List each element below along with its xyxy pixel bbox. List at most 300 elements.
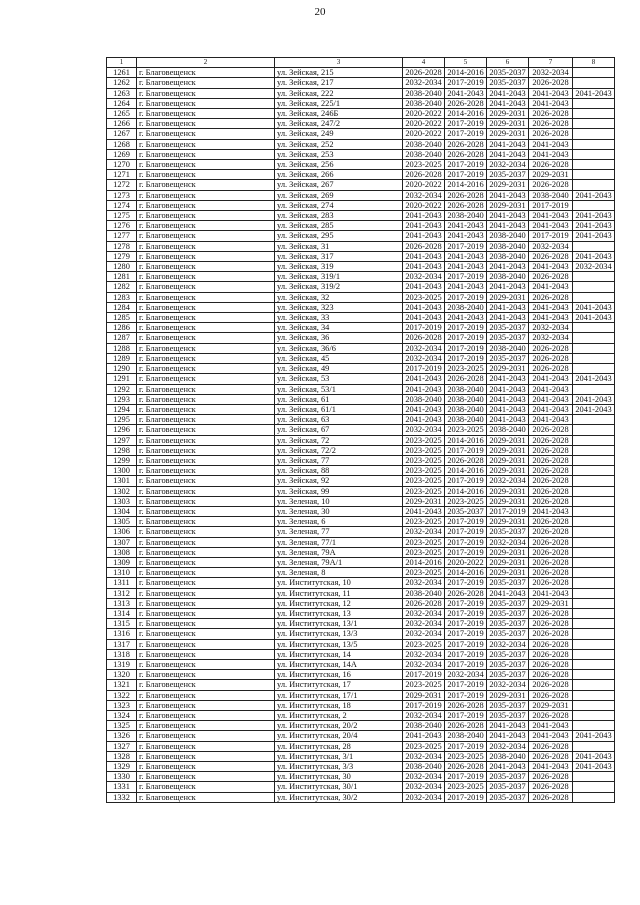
table-cell: 2026-2028 xyxy=(529,272,573,282)
table-cell xyxy=(573,160,615,170)
table-cell: 1305 xyxy=(107,517,137,527)
table-row xyxy=(107,557,615,567)
table-cell: 2041-2043 xyxy=(487,149,529,159)
table-row xyxy=(107,496,615,506)
table-row xyxy=(107,598,615,608)
table-cell: г. Благовещенск xyxy=(137,547,275,557)
table-cell: г. Благовещенск xyxy=(137,200,275,210)
table-cell: 2038-2040 xyxy=(445,384,487,394)
table-cell: 2026-2028 xyxy=(529,435,573,445)
table-cell: 2038-2040 xyxy=(403,394,445,404)
table-cell: 2026-2028 xyxy=(529,425,573,435)
table-cell: ул. Зейская, 319 xyxy=(275,262,403,272)
table-cell: 2041-2043 xyxy=(573,251,615,261)
table-cell xyxy=(573,466,615,476)
table-cell: ул. Институтская, 3/3 xyxy=(275,762,403,772)
table-cell: г. Благовещенск xyxy=(137,374,275,384)
table-cell: 2026-2028 xyxy=(529,629,573,639)
table-row xyxy=(107,68,615,78)
header-row xyxy=(107,58,615,68)
table-cell: 2014-2016 xyxy=(403,557,445,567)
table-cell: 2026-2028 xyxy=(403,241,445,251)
table-cell: г. Благовещенск xyxy=(137,649,275,659)
table-cell: г. Благовещенск xyxy=(137,751,275,761)
table-cell: 2035-2037 xyxy=(487,711,529,721)
table-cell: 2041-2043 xyxy=(403,415,445,425)
table-cell xyxy=(573,506,615,516)
table-cell: 2017-2019 xyxy=(529,200,573,210)
table-cell: 2038-2040 xyxy=(403,98,445,108)
table-cell: 2026-2028 xyxy=(529,782,573,792)
table-cell xyxy=(573,792,615,802)
table-cell: 2017-2019 xyxy=(445,711,487,721)
table-row xyxy=(107,364,615,374)
table-cell: 2029-2031 xyxy=(487,517,529,527)
header-cell: 2 xyxy=(137,58,275,68)
table-cell: 2029-2031 xyxy=(403,690,445,700)
table-cell: 1311 xyxy=(107,578,137,588)
table-cell: 2026-2028 xyxy=(529,680,573,690)
table-cell: 2038-2040 xyxy=(487,231,529,241)
table-cell: ул. Зейская, 247/2 xyxy=(275,119,403,129)
table-cell: 1309 xyxy=(107,557,137,567)
table-cell: 2017-2019 xyxy=(445,608,487,618)
table-cell xyxy=(573,772,615,782)
table-cell: 2017-2019 xyxy=(445,690,487,700)
table-row xyxy=(107,282,615,292)
table-row xyxy=(107,200,615,210)
table-cell: 2029-2031 xyxy=(487,119,529,129)
table-cell: 1299 xyxy=(107,455,137,465)
table-cell: 2017-2019 xyxy=(487,506,529,516)
table-cell: 2032-2034 xyxy=(403,527,445,537)
table-cell: 2032-2034 xyxy=(403,782,445,792)
table-cell: 2029-2031 xyxy=(487,129,529,139)
table-cell: 1307 xyxy=(107,537,137,547)
table-cell: 2017-2019 xyxy=(445,241,487,251)
table-cell: г. Благовещенск xyxy=(137,772,275,782)
table-row xyxy=(107,731,615,741)
table-row xyxy=(107,762,615,772)
table-cell: г. Благовещенск xyxy=(137,496,275,506)
table-cell: 2023-2025 xyxy=(445,425,487,435)
table-cell: г. Благовещенск xyxy=(137,129,275,139)
table-cell: 2026-2028 xyxy=(529,690,573,700)
table-cell: 2017-2019 xyxy=(403,670,445,680)
table-cell: 2038-2040 xyxy=(445,731,487,741)
table-row xyxy=(107,313,615,323)
table-cell: 2026-2028 xyxy=(529,160,573,170)
table-cell xyxy=(573,455,615,465)
table-cell: ул. Зейская, 283 xyxy=(275,211,403,221)
table-cell: ул. Институтская, 3/1 xyxy=(275,751,403,761)
table-cell: 2041-2043 xyxy=(487,190,529,200)
table-cell: 2041-2043 xyxy=(487,139,529,149)
table-cell: 2029-2031 xyxy=(487,496,529,506)
table-row xyxy=(107,415,615,425)
header-cell: 4 xyxy=(403,58,445,68)
table-cell: 2041-2043 xyxy=(487,384,529,394)
table-cell xyxy=(573,649,615,659)
table-row xyxy=(107,690,615,700)
table-cell: г. Благовещенск xyxy=(137,670,275,680)
table-cell: 2023-2025 xyxy=(403,517,445,527)
table-cell: 2032-2034 xyxy=(403,272,445,282)
table-cell: 2035-2037 xyxy=(487,649,529,659)
table-cell: 2026-2028 xyxy=(445,721,487,731)
table-cell: г. Благовещенск xyxy=(137,343,275,353)
table-cell: 2026-2028 xyxy=(529,466,573,476)
table-cell xyxy=(573,98,615,108)
header-cell: 8 xyxy=(573,58,615,68)
table-cell: ул. Зейская, 63 xyxy=(275,415,403,425)
table-cell: 2032-2034 xyxy=(403,751,445,761)
table-cell: 2026-2028 xyxy=(403,598,445,608)
table-cell: 2017-2019 xyxy=(403,364,445,374)
table-cell: 2038-2040 xyxy=(403,149,445,159)
table-cell: г. Благовещенск xyxy=(137,486,275,496)
table-cell: ул. Зеленая, 30 xyxy=(275,506,403,516)
table-cell: 1316 xyxy=(107,629,137,639)
table-cell: 2041-2043 xyxy=(573,731,615,741)
table-cell: ул. Институтская, 11 xyxy=(275,588,403,598)
table-cell: 1295 xyxy=(107,415,137,425)
table-cell: 1302 xyxy=(107,486,137,496)
table-cell: 1328 xyxy=(107,751,137,761)
table-cell: 1320 xyxy=(107,670,137,680)
table-row xyxy=(107,700,615,710)
table-cell: 2032-2034 xyxy=(403,619,445,629)
table-cell: 2026-2028 xyxy=(445,139,487,149)
table-cell: г. Благовещенск xyxy=(137,568,275,578)
table-cell: 2023-2025 xyxy=(403,435,445,445)
table-cell: 2017-2019 xyxy=(445,527,487,537)
table-cell: 1318 xyxy=(107,649,137,659)
table-cell: 2017-2019 xyxy=(403,700,445,710)
table-cell: 2038-2040 xyxy=(529,190,573,200)
table-cell: ул. Зейская, 32 xyxy=(275,292,403,302)
table-cell: г. Благовещенск xyxy=(137,608,275,618)
table-cell: 2014-2016 xyxy=(445,486,487,496)
table-row xyxy=(107,711,615,721)
table-cell: ул. Зейская, 266 xyxy=(275,170,403,180)
table-cell: 2032-2034 xyxy=(487,680,529,690)
table-cell: ул. Институтская, 13 xyxy=(275,608,403,618)
table-cell: ул. Зейская, 72 xyxy=(275,435,403,445)
table-cell: 2026-2028 xyxy=(529,547,573,557)
table-row xyxy=(107,343,615,353)
table-cell: 2035-2037 xyxy=(487,700,529,710)
table-cell: г. Благовещенск xyxy=(137,221,275,231)
table-cell: 2041-2043 xyxy=(487,221,529,231)
table-cell: 2035-2037 xyxy=(487,170,529,180)
table-row xyxy=(107,782,615,792)
table-cell: 2041-2043 xyxy=(529,282,573,292)
table-cell: 2029-2031 xyxy=(529,700,573,710)
table-cell: 1326 xyxy=(107,731,137,741)
table-cell: ул. Зейская, 215 xyxy=(275,68,403,78)
table-cell: 1332 xyxy=(107,792,137,802)
table-cell: 1297 xyxy=(107,435,137,445)
table-cell: 2017-2019 xyxy=(403,323,445,333)
table-cell: 2020-2022 xyxy=(403,180,445,190)
table-cell: 2029-2031 xyxy=(403,496,445,506)
table-cell: 2032-2034 xyxy=(403,629,445,639)
table-cell: 2038-2040 xyxy=(487,343,529,353)
table-cell: 2017-2019 xyxy=(445,353,487,363)
table-cell: 2032-2034 xyxy=(403,425,445,435)
table-cell xyxy=(573,119,615,129)
table-cell: 2041-2043 xyxy=(487,211,529,221)
table-cell: г. Благовещенск xyxy=(137,598,275,608)
table-cell: ул. Зейская, 72/2 xyxy=(275,445,403,455)
table-cell: 2038-2040 xyxy=(487,425,529,435)
table-cell: 2041-2043 xyxy=(529,731,573,741)
table-cell: 2032-2034 xyxy=(445,670,487,680)
table-cell: 2041-2043 xyxy=(573,190,615,200)
table-cell: 2023-2025 xyxy=(403,476,445,486)
table-cell: 2041-2043 xyxy=(529,415,573,425)
table-cell: 2041-2043 xyxy=(529,98,573,108)
table-cell: 1322 xyxy=(107,690,137,700)
table-cell: 2038-2040 xyxy=(445,404,487,414)
table-cell: 2017-2019 xyxy=(445,649,487,659)
table-cell: 1317 xyxy=(107,639,137,649)
table-cell: 1292 xyxy=(107,384,137,394)
table-row xyxy=(107,476,615,486)
table-cell: 1319 xyxy=(107,659,137,669)
table-row xyxy=(107,394,615,404)
table-cell xyxy=(573,180,615,190)
table-cell: 1286 xyxy=(107,323,137,333)
table-cell: 2035-2037 xyxy=(487,782,529,792)
table-cell: 2041-2043 xyxy=(445,231,487,241)
table-cell xyxy=(573,282,615,292)
table-row xyxy=(107,792,615,802)
table-cell: г. Благовещенск xyxy=(137,170,275,180)
table-cell: 2041-2043 xyxy=(529,374,573,384)
table-row xyxy=(107,517,615,527)
table-cell: г. Благовещенск xyxy=(137,109,275,119)
table-cell: г. Благовещенск xyxy=(137,292,275,302)
table-cell: 2026-2028 xyxy=(403,170,445,180)
table-cell: 2017-2019 xyxy=(445,680,487,690)
table-cell xyxy=(573,700,615,710)
table-cell: 2035-2037 xyxy=(487,323,529,333)
table-cell: 2023-2025 xyxy=(403,547,445,557)
table-cell: 1263 xyxy=(107,88,137,98)
table-cell: 2041-2043 xyxy=(573,394,615,404)
table-cell: 2041-2043 xyxy=(403,211,445,221)
table-cell: 2035-2037 xyxy=(487,629,529,639)
table-cell: 2029-2031 xyxy=(487,486,529,496)
table-cell: 2041-2043 xyxy=(487,394,529,404)
table-cell: 1296 xyxy=(107,425,137,435)
table-cell xyxy=(573,690,615,700)
table-cell: 2017-2019 xyxy=(445,272,487,282)
table-cell xyxy=(573,578,615,588)
table-cell: 2017-2019 xyxy=(445,333,487,343)
table-cell: г. Благовещенск xyxy=(137,537,275,547)
table-cell: 2029-2031 xyxy=(487,455,529,465)
table-cell: 2029-2031 xyxy=(487,547,529,557)
table-cell: 2026-2028 xyxy=(529,109,573,119)
header-cell: 1 xyxy=(107,58,137,68)
table-cell: 2029-2031 xyxy=(487,466,529,476)
table-cell: 2041-2043 xyxy=(573,88,615,98)
table-cell: ул. Институтская, 30/2 xyxy=(275,792,403,802)
table-cell: 2023-2025 xyxy=(403,160,445,170)
table-cell: 2014-2016 xyxy=(445,568,487,578)
table-cell: 2035-2037 xyxy=(487,68,529,78)
table-cell: 2026-2028 xyxy=(529,772,573,782)
table-cell: ул. Зейская, 256 xyxy=(275,160,403,170)
table-cell: ул. Институтская, 13/5 xyxy=(275,639,403,649)
table-cell: г. Благовещенск xyxy=(137,506,275,516)
table-cell: ул. Зейская, 225/1 xyxy=(275,98,403,108)
table-cell: 2026-2028 xyxy=(445,374,487,384)
table-cell: 2026-2028 xyxy=(445,149,487,159)
table-cell: 2029-2031 xyxy=(487,557,529,567)
table-cell: 2029-2031 xyxy=(487,690,529,700)
table-cell: ул. Институтская, 20/4 xyxy=(275,731,403,741)
table-cell: ул. Институтская, 28 xyxy=(275,741,403,751)
table-cell: ул. Зейская, 319/2 xyxy=(275,282,403,292)
table-cell: г. Благовещенск xyxy=(137,160,275,170)
table-cell: 1288 xyxy=(107,343,137,353)
table-cell: ул. Зейская, 267 xyxy=(275,180,403,190)
table-cell: 2041-2043 xyxy=(487,313,529,323)
table-cell: 2038-2040 xyxy=(403,588,445,598)
table-cell: 2041-2043 xyxy=(487,88,529,98)
table-cell: 2032-2034 xyxy=(487,160,529,170)
table-cell: ул. Зеленая, 6 xyxy=(275,517,403,527)
table-cell: 2041-2043 xyxy=(573,221,615,231)
table-cell: 1308 xyxy=(107,547,137,557)
table-row xyxy=(107,608,615,618)
table-cell: 1290 xyxy=(107,364,137,374)
table-cell: г. Благовещенск xyxy=(137,435,275,445)
table-cell: 1285 xyxy=(107,313,137,323)
table-row xyxy=(107,741,615,751)
table-cell: 2032-2034 xyxy=(403,649,445,659)
table-cell: 2017-2019 xyxy=(445,343,487,353)
table-cell: 2026-2028 xyxy=(529,445,573,455)
table-row xyxy=(107,578,615,588)
table-cell: 2041-2043 xyxy=(529,394,573,404)
table-cell: г. Благовещенск xyxy=(137,394,275,404)
table-cell: 2032-2034 xyxy=(403,659,445,669)
table-cell xyxy=(573,557,615,567)
table-cell: г. Благовещенск xyxy=(137,313,275,323)
table-cell: 2035-2037 xyxy=(487,772,529,782)
table-row xyxy=(107,772,615,782)
table-row xyxy=(107,670,615,680)
table-cell: 2041-2043 xyxy=(487,588,529,598)
table-cell: 2038-2040 xyxy=(445,394,487,404)
table-row xyxy=(107,78,615,88)
table-cell: г. Благовещенск xyxy=(137,700,275,710)
table-cell: 2041-2043 xyxy=(573,374,615,384)
table-cell: 2026-2028 xyxy=(529,455,573,465)
header-cell: 3 xyxy=(275,58,403,68)
table-cell: 1266 xyxy=(107,119,137,129)
table-row xyxy=(107,98,615,108)
table-cell xyxy=(573,670,615,680)
table-cell: 1306 xyxy=(107,527,137,537)
table-cell xyxy=(573,659,615,669)
table-cell: ул. Зейская, 33 xyxy=(275,313,403,323)
table-cell: 2023-2025 xyxy=(403,537,445,547)
table-cell: 2041-2043 xyxy=(403,282,445,292)
table-cell: 2026-2028 xyxy=(529,608,573,618)
table-row xyxy=(107,629,615,639)
table-cell: 2041-2043 xyxy=(529,721,573,731)
table-cell: 2014-2016 xyxy=(445,109,487,119)
table-cell: ул. Зейская, 49 xyxy=(275,364,403,374)
table-cell: г. Благовещенск xyxy=(137,425,275,435)
table-cell: г. Благовещенск xyxy=(137,619,275,629)
table-cell: г. Благовещенск xyxy=(137,741,275,751)
table-cell: г. Благовещенск xyxy=(137,517,275,527)
table-cell: 2023-2025 xyxy=(403,639,445,649)
table-row xyxy=(107,619,615,629)
table-cell: г. Благовещенск xyxy=(137,98,275,108)
table-cell: 2026-2028 xyxy=(445,700,487,710)
table-cell xyxy=(573,476,615,486)
table-cell: 2017-2019 xyxy=(445,445,487,455)
table-cell: ул. Институтская, 30/1 xyxy=(275,782,403,792)
table-row xyxy=(107,659,615,669)
table-cell: ул. Институтская, 12 xyxy=(275,598,403,608)
table-cell: 2041-2043 xyxy=(445,88,487,98)
table-cell: 2041-2043 xyxy=(529,221,573,231)
table-cell: 2032-2034 xyxy=(403,711,445,721)
table-cell: 2035-2037 xyxy=(487,670,529,680)
table-cell: 2041-2043 xyxy=(445,262,487,272)
table-cell: 2041-2043 xyxy=(529,139,573,149)
table-cell: 2014-2016 xyxy=(445,180,487,190)
table-cell: 1274 xyxy=(107,200,137,210)
table-cell xyxy=(573,741,615,751)
table-cell: г. Благовещенск xyxy=(137,404,275,414)
table-cell xyxy=(573,333,615,343)
table-row xyxy=(107,170,615,180)
table-cell: 2035-2037 xyxy=(487,608,529,618)
table-cell: 1294 xyxy=(107,404,137,414)
table-row xyxy=(107,129,615,139)
table-cell: 2023-2025 xyxy=(403,741,445,751)
table-cell: г. Благовещенск xyxy=(137,323,275,333)
table-cell: 2026-2028 xyxy=(445,190,487,200)
table-cell: г. Благовещенск xyxy=(137,190,275,200)
table-cell: ул. Зейская, 61 xyxy=(275,394,403,404)
table-cell: 2026-2028 xyxy=(529,476,573,486)
table-cell: 2035-2037 xyxy=(487,333,529,343)
table-cell: 2032-2034 xyxy=(487,639,529,649)
table-cell: ул. Зеленая, 77 xyxy=(275,527,403,537)
table-cell: 2017-2019 xyxy=(445,619,487,629)
table-cell xyxy=(573,353,615,363)
table-cell: 2032-2034 xyxy=(487,537,529,547)
table-cell: 2029-2031 xyxy=(487,200,529,210)
table-cell: 2041-2043 xyxy=(403,384,445,394)
table-cell: 2041-2043 xyxy=(529,211,573,221)
table-cell: 2026-2028 xyxy=(529,537,573,547)
table-cell: 2023-2025 xyxy=(403,680,445,690)
table-cell: 2041-2043 xyxy=(487,374,529,384)
table-cell: 2041-2043 xyxy=(529,384,573,394)
